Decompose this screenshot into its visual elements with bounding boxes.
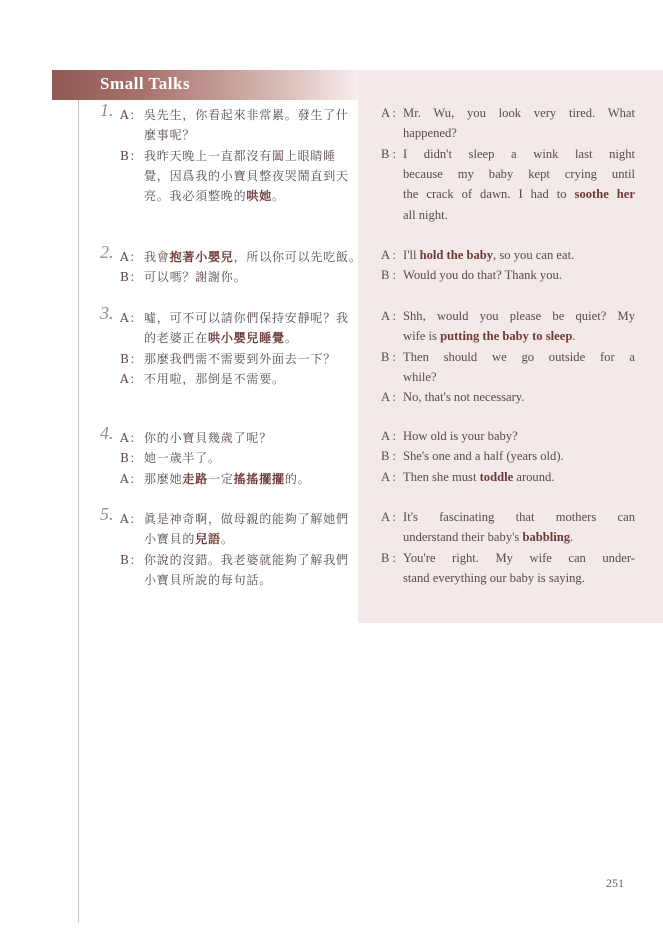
- english-speaker: A :: [381, 469, 397, 484]
- chinese-line: [144, 470, 310, 487]
- chinese-speaker: A：: [120, 371, 143, 386]
- text-segment: understand their baby's: [403, 530, 523, 545]
- key-phrase: 哄小嬰兒睡覺: [208, 331, 285, 346]
- english-line: [403, 126, 635, 141]
- text-segment: .: [570, 530, 574, 545]
- text-segment: No, that's not necessary.: [403, 390, 525, 405]
- text-segment: 我會: [144, 250, 170, 264]
- text-segment: 覺，因爲我的小寶貝整夜哭鬧直到天: [144, 168, 349, 183]
- text-segment: 。: [284, 331, 298, 346]
- dialogue-number: 1.: [100, 100, 114, 120]
- text-segment: 的。: [284, 471, 311, 486]
- chinese-speaker: B：: [120, 451, 143, 466]
- key-phrase: putting the baby to sleep: [440, 329, 573, 344]
- text-segment: 。: [220, 532, 234, 547]
- text-segment: ，所以你可以先吃飯。: [233, 250, 362, 264]
- text-segment: I didn't sleep a wink last night: [403, 146, 635, 161]
- english-speaker: B :: [381, 268, 397, 283]
- text-segment: because my baby kept crying until: [403, 166, 635, 181]
- margin-rule: [78, 70, 79, 922]
- english-line: [403, 329, 635, 344]
- text-segment: 的老婆正在: [144, 331, 209, 346]
- chinese-speaker: B：: [120, 148, 143, 163]
- chinese-speaker: B：: [120, 270, 143, 285]
- chinese-line: [144, 309, 349, 326]
- text-segment: 那麼我們需不需要到外面去一下？: [144, 351, 337, 366]
- chinese-line: [144, 449, 221, 466]
- chinese-line: [144, 106, 349, 123]
- text-segment: 那麼她: [144, 471, 183, 486]
- text-segment: 小寶貝的: [144, 532, 196, 547]
- english-line: [403, 551, 635, 566]
- text-segment: while?: [403, 369, 437, 384]
- text-segment: 一定: [208, 471, 234, 486]
- text-segment: It's fascinating that mothers can: [403, 510, 635, 524]
- english-line: [403, 571, 635, 586]
- chinese-speaker: A：: [120, 431, 143, 445]
- key-phrase: 走路: [182, 471, 209, 486]
- text-segment: around.: [513, 469, 555, 484]
- english-line: [403, 370, 635, 385]
- english-line: [403, 208, 635, 223]
- text-segment: all night.: [403, 207, 448, 222]
- chinese-line: [144, 530, 234, 547]
- text-segment: .: [572, 329, 576, 344]
- text-segment: She's one and a half (years old).: [403, 449, 564, 464]
- english-speaker: A :: [381, 106, 397, 120]
- english-line: [403, 309, 635, 324]
- english-line: [403, 449, 635, 464]
- text-segment: I'll: [403, 248, 420, 262]
- chinese-line: [144, 167, 349, 184]
- text-segment: 你說的沒錯。我老婆就能夠了解我們: [144, 552, 349, 567]
- text-segment: You're right. My wife can under-: [403, 550, 635, 565]
- chinese-line: [144, 248, 362, 265]
- english-speaker: B :: [381, 349, 397, 364]
- english-line: [403, 106, 635, 121]
- english-speaker: B :: [381, 146, 397, 161]
- text-segment: How old is your baby?: [403, 429, 518, 443]
- text-segment: Mr. Wu, you look very tired. What: [403, 106, 635, 120]
- chinese-line: [144, 329, 298, 346]
- key-phrase: 兒語: [195, 532, 221, 547]
- chinese-speaker: B：: [120, 552, 143, 567]
- english-line: [403, 390, 635, 405]
- page-number: 251: [606, 876, 624, 890]
- chinese-speaker: A：: [120, 311, 143, 325]
- key-phrase: babbling: [522, 530, 571, 545]
- english-line: [403, 530, 635, 545]
- english-line: [403, 510, 635, 525]
- chinese-line: [144, 126, 195, 143]
- english-line: [403, 248, 635, 263]
- section-header: [52, 70, 358, 100]
- text-segment: 亮。我必須整晚的: [144, 189, 247, 204]
- english-speaker: A :: [381, 510, 397, 524]
- english-line: [403, 187, 635, 202]
- chinese-speaker: A：: [120, 512, 143, 526]
- english-speaker: B :: [381, 449, 397, 464]
- chinese-line: [144, 350, 336, 367]
- text-segment: Then she must: [403, 469, 480, 484]
- key-phrase: soothe her: [574, 187, 635, 202]
- chinese-line: [144, 429, 272, 446]
- text-segment: 她一歲半了。: [144, 451, 221, 466]
- english-speaker: B :: [381, 550, 397, 565]
- key-phrase: 抱著小嬰兒: [169, 250, 234, 264]
- text-segment: 小寶貝所說的每句話。: [144, 572, 273, 587]
- text-segment: 眞是神奇啊，做母親的能夠了解她們: [144, 512, 349, 526]
- text-segment: Would you do that? Thank you.: [403, 268, 562, 283]
- text-segment: Shh, would you please be quiet? My: [403, 309, 635, 323]
- text-segment: 麼事呢？: [144, 128, 196, 143]
- chinese-line: [144, 268, 246, 285]
- key-phrase: 哄她: [246, 189, 273, 204]
- dialogue-number: 4.: [100, 423, 114, 443]
- text-segment: Then should we go outside for a: [403, 349, 635, 364]
- text-segment: happened?: [403, 126, 457, 141]
- text-segment: stand everything our baby is saying.: [403, 570, 585, 585]
- english-line: [403, 429, 635, 444]
- english-speaker: A :: [381, 390, 397, 405]
- chinese-line: [144, 571, 272, 588]
- text-segment: 噓，可不可以請你們保持安靜呢？我: [144, 311, 349, 325]
- english-line: [403, 350, 635, 365]
- chinese-speaker: A：: [120, 250, 143, 264]
- section-title: Small Talks: [100, 74, 191, 93]
- english-line: [403, 268, 635, 283]
- chinese-line: [144, 147, 336, 164]
- english-speaker: A :: [381, 248, 397, 262]
- key-phrase: hold the baby: [419, 248, 494, 262]
- english-line: [403, 470, 635, 485]
- chinese-speaker: A：: [120, 108, 143, 122]
- english-line: [403, 147, 635, 162]
- chinese-line: [144, 551, 349, 568]
- text-segment: the crack of dawn. I had to: [403, 187, 575, 202]
- text-segment: wife is: [403, 329, 441, 344]
- chinese-line: [144, 187, 285, 204]
- text-segment: 吳先生，你看起來非常累。發生了什: [144, 108, 349, 122]
- dialogue-number: 5.: [100, 504, 114, 524]
- dialogue-number: 2.: [100, 242, 114, 262]
- text-segment: 你的小寶貝幾歲了呢？: [144, 431, 273, 445]
- key-phrase: 搖搖擺擺: [233, 471, 285, 486]
- chinese-speaker: A：: [120, 471, 143, 486]
- text-segment: 。: [272, 189, 285, 204]
- english-line: [403, 167, 635, 182]
- text-segment: 我昨天晚上一直都沒有闔上眼睛睡: [144, 148, 337, 163]
- text-segment: 可以嗎？謝謝你。: [144, 270, 247, 285]
- text-segment: , so you can eat.: [493, 248, 575, 262]
- dialogue-number: 3.: [100, 303, 114, 323]
- english-speaker: A :: [381, 309, 397, 323]
- english-speaker: A :: [381, 429, 397, 443]
- text-segment: 不用啦，那倒是不需要。: [144, 371, 285, 386]
- chinese-speaker: B：: [120, 351, 143, 366]
- chinese-line: [144, 370, 285, 387]
- chinese-line: [144, 510, 349, 527]
- key-phrase: toddle: [479, 469, 514, 484]
